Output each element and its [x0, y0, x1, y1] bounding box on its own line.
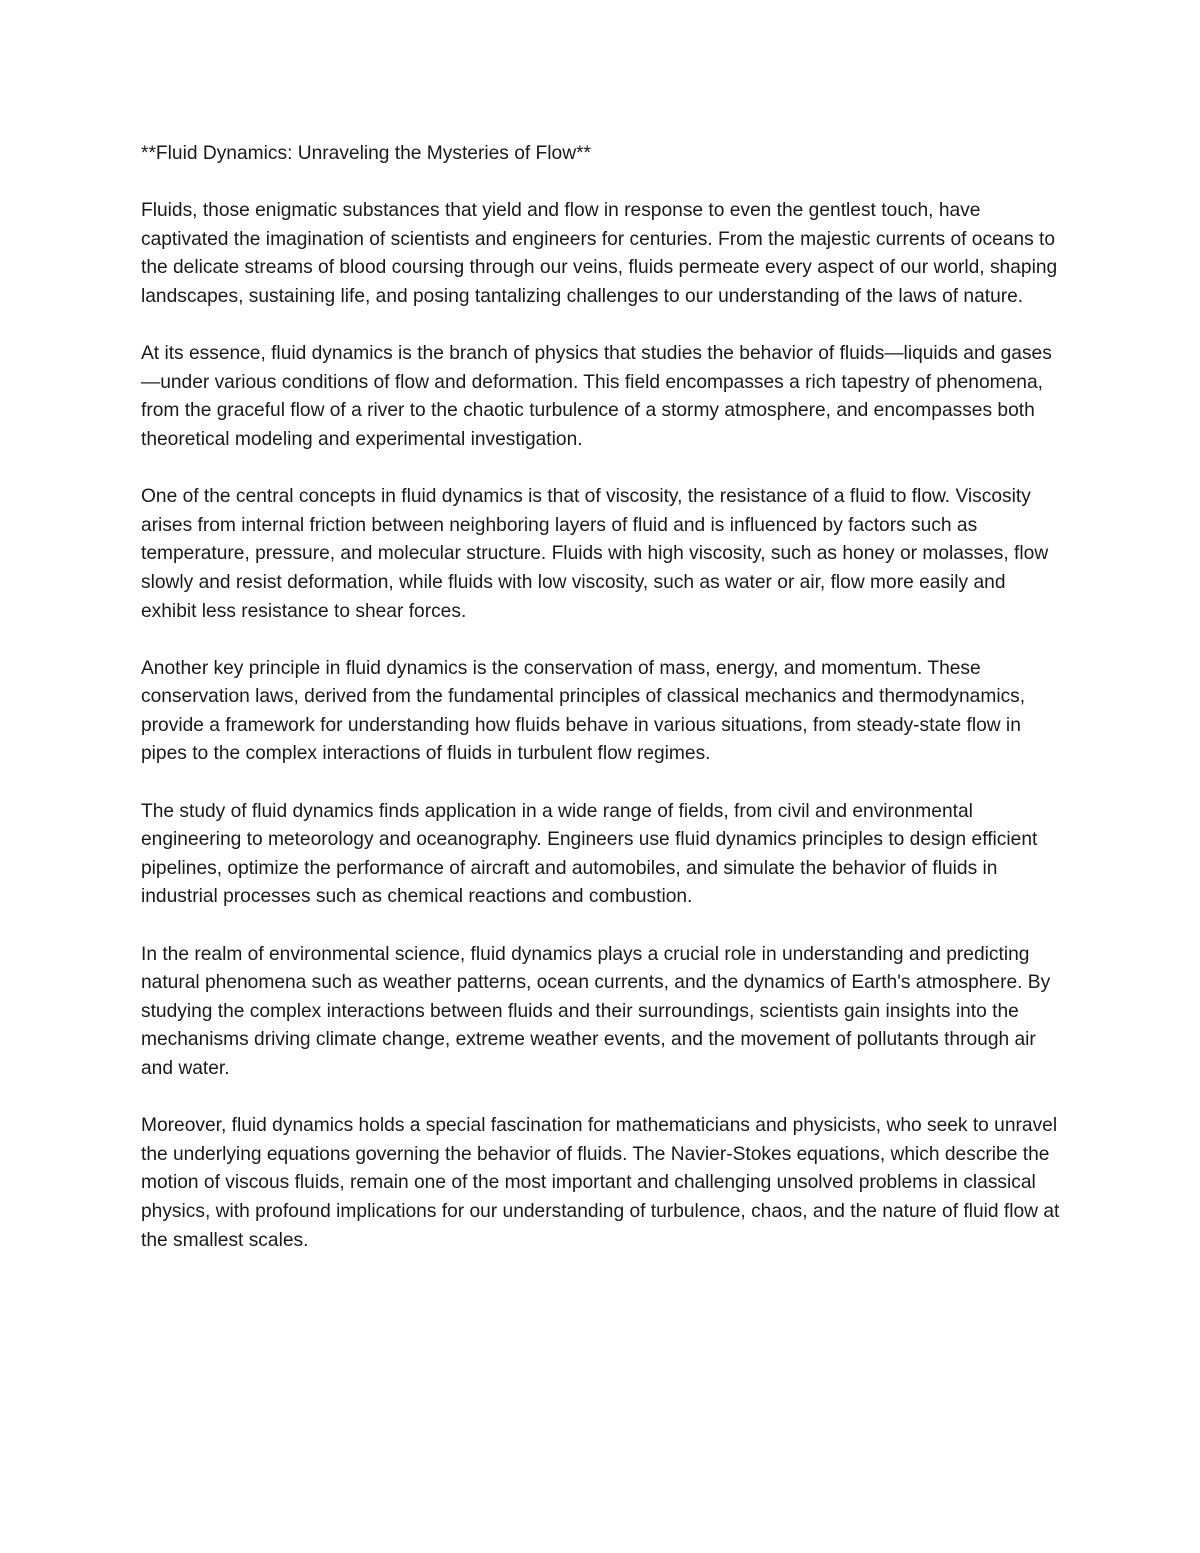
- paragraph: The study of fluid dynamics finds application in a wide range of fields, from civil and environmental engineering to meteorology and oceanography. Engineers use fluid dynamics principles to design efficient pipelines, optimize the performance of aircraft and automobiles, and simulate the behavior of fluids in industrial processes such as chemical reactions and combustion.: [141, 800, 1038, 908]
- document-body: [141, 140, 1066, 1284]
- paragraph: Another key principle in fluid dynamics is the conservation of mass, energy, and momentum. These conservation laws, derived from the fundamental principles of classical mechanics and thermodynamics, provide a framework for understanding how fluids behave in various situations, from steady-state flow in pipes to the complex interactions of fluids in turbulent flow regimes.: [141, 657, 1026, 765]
- paragraph: At its essence, fluid dynamics is the branch of physics that studies the behavior of fluids—liquids and gases—under various conditions of flow and deformation. This field encompasses a rich tapestry of phenomena, from the graceful flow of a river to the chaotic turbulence of a stormy atmosphere, and encompasses both theoretical modeling and experimental investigation.: [141, 343, 1052, 450]
- document-title: **Fluid Dynamics: Unraveling the Mysteries of Flow**: [141, 143, 591, 164]
- paragraph: In the realm of environmental science, fluid dynamics plays a crucial role in understanding and predicting natural phenomena such as weather patterns, ocean currents, and the dynamics of Earth's atmosphere. By studying the complex interactions between fluids and their surroundings, scientists gain insights into the mechanisms driving climate change, extreme weather events, and the movement of pollutants through air and water.: [141, 943, 1051, 1079]
- paragraph: Moreover, fluid dynamics holds a special fascination for mathematicians and physicists, who seek to unravel the underlying equations governing the behavior of fluids. The Navier-Stokes equations, which describe the motion of viscous fluids, remain one of the most important and challenging unsolved problems in classical physics, with profound implications for our understanding of turbulence, chaos, and the nature of fluid flow at the smallest scales.: [141, 1115, 1060, 1251]
- paragraph: One of the central concepts in fluid dynamics is that of viscosity, the resistance of a fluid to flow. Viscosity arises from internal friction between neighboring layers of fluid and is influenced by factors such as temperature, pressure, and molecular structure. Fluids with high viscosity, such as honey or molasses, flow slowly and resist deformation, while fluids with low viscosity, such as water or air, flow more easily and exhibit less resistance to shear forces.: [141, 486, 1049, 622]
- paragraph: Fluids, those enigmatic substances that yield and flow in response to even the gentlest touch, have captivated the imagination of scientists and engineers for centuries. From the majestic currents of oceans to the delicate streams of blood coursing through our veins, fluids permeate every aspect of our world, shaping landscapes, sustaining life, and posing tantalizing challenges to our understanding of the laws of nature.: [141, 200, 1058, 307]
